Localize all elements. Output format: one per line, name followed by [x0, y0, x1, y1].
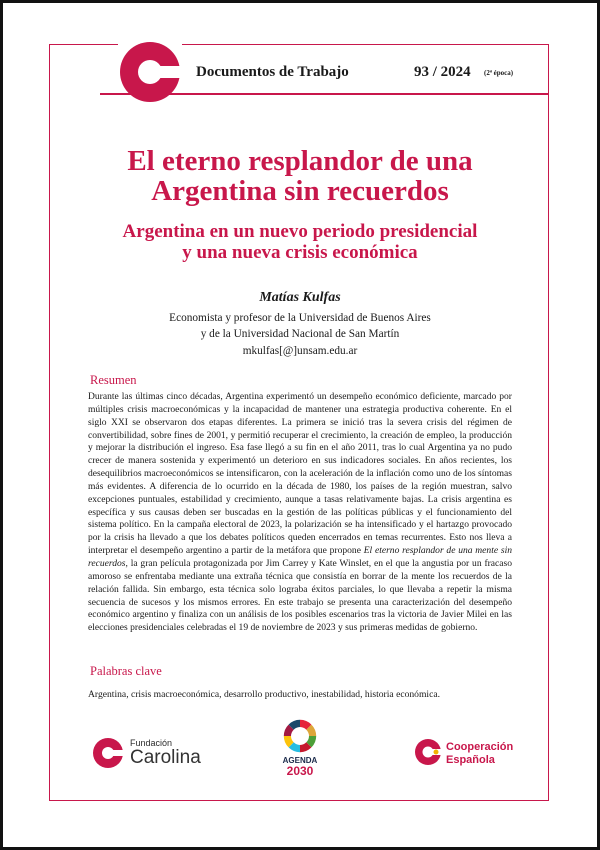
title-line-1: El eterno resplandor de una [127, 145, 473, 177]
page-title [60, 146, 540, 206]
issue-number: 93 / 2024 [414, 64, 471, 80]
page-subtitle [60, 221, 540, 263]
issue-epoch: (2ª época) [484, 69, 514, 77]
cooperacion-espanola-wordmark [446, 741, 513, 767]
abstract-heading: Resumen [90, 373, 137, 387]
author-affiliation-1: Economista y profesor de la Universidad de Buenos Aires [169, 312, 431, 324]
title-line-2: Argentina sin recuerdos [151, 175, 449, 207]
agenda-year: 2030 [286, 764, 314, 778]
espanola-label: Española [446, 754, 495, 766]
keywords-text: Argentina, crisis macroeconómica, desarrollo productivo, inestabilidad, historia económica. [88, 689, 441, 700]
abstract-text-1: Durante las últimas cinco décadas, Argentina experimentó un desempeño económico deficiente, marcado por múltiples crisis macroeconómicas y la incapacidad de mantener una estrategia productiva coherente. En el siglo XXI se observaron dos etapas diferentes. La primera se inició tras la severa crisis del régimen de convertibilidad, sobre fines de 2001, y permitió recuperar el crecimiento, la creación de empleo, la producción y mejorar la distribución el ingreso. Esa fase llegó a su fin en el año 2011, tras lo cual Argentina ya no pudo crecer de manera sostenida y experimentó un deterioro en sus indicadores sociales. En años recientes, los desequilibrios macroeconómicos se intensificaron, con la aceleración de la inflación como uno de los síntomas más evidentes. A diferencia de lo ocurrido en la década de 1980, los países de la región muestran, salvo excepciones puntuales, estabilidad y crecimiento, aunque a tasas relativamente bajas. La crisis argentina es específica y sus causas deben ser buscadas en la gestión de las políticas públicas y el funcionamiento del sistema político. En la campaña electoral de 2023, la polarización se ha intensificado y el hartazgo provocado por la crisis ha llevado a que los debates políticos queden encerrados en temas recurrentes. Esto nos lleva a interpretar el desempeño argentino a partir de la metáfora que propone [88, 391, 512, 557]
abstract-text-2: , la gran película protagonizada por Jim Carrey y Kate Winslet, en el que la angustia por un fracaso amoroso se enfrentaba mediante una extraña técnica que consistía en borrar de la mente los recuerdos de la relación fallida. Sin embargo, esta técnica solo lograba éxitos parciales, lo que llevaba a repetir la misma secuencia de sucesos y los mismos errores. En este trabajo se presenta una caracterización del desempeño económico argentino y finaliza con un análisis de los posibles escenarios tras la victoria de Javier Milei en las elecciones presidenciales celebradas el 19 de noviembre de 2023 y sus primeras medidas de gobierno. [88, 557, 512, 634]
subtitle-line-2: y una nueva crisis económica [182, 242, 418, 263]
abstract-film-title: El eterno resplandor de una mente sin recuerdos [88, 545, 512, 569]
cooperacion-label: Cooperación [446, 741, 514, 753]
agenda-2030-wheel-icon [282, 718, 318, 754]
agenda-label: AGENDA [282, 756, 318, 765]
author-name: Matías Kulfas [259, 290, 341, 305]
subtitle-line-1: Argentina en un nuevo periodo presidencial [122, 221, 478, 242]
cooperacion-espanola-logo-icon [414, 737, 442, 767]
carolina-label: Carolina [130, 747, 201, 768]
author-email: mkulfas[@]unsam.edu.ar [242, 345, 358, 357]
header-rule [100, 93, 549, 95]
fundacion-label: Fundación [130, 738, 173, 748]
keywords-heading: Palabras clave [90, 664, 162, 678]
series-title: Documentos de Trabajo [196, 64, 349, 80]
fundacion-carolina-wordmark [130, 738, 201, 768]
author-affiliation-2: y de la Universidad Nacional de San Martín [200, 328, 400, 340]
fundacion-carolina-logo-icon [92, 737, 124, 769]
abstract-body [88, 391, 512, 635]
